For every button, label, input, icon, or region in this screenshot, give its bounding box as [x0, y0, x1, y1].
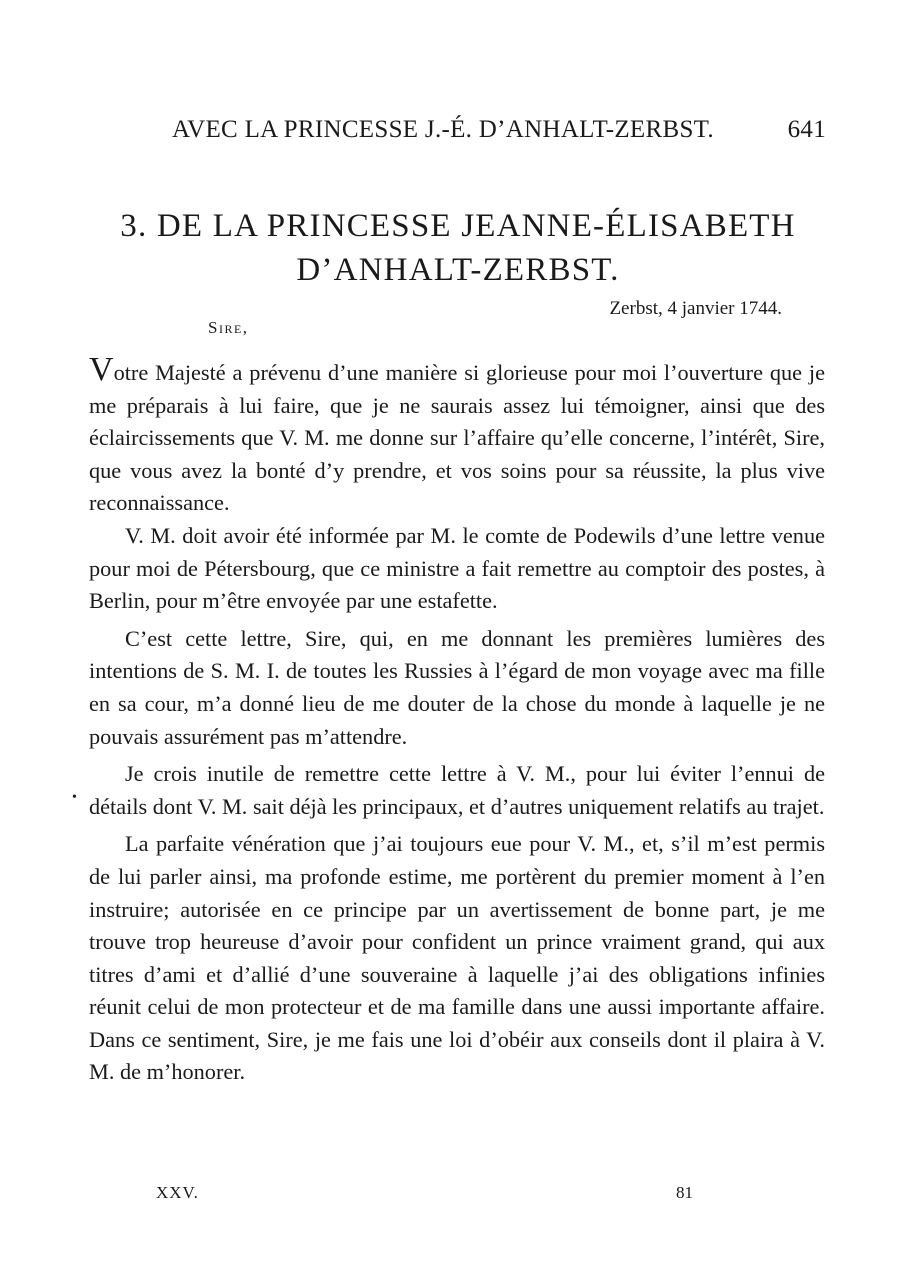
- chapter-title-line-2: D’ANHALT-ZERBST.: [296, 252, 620, 288]
- chapter-title: [90, 204, 826, 292]
- signature-mark: XXV.: [156, 1183, 199, 1202]
- paragraph-4: Je crois inutile de remettre cette lettre à V. M., pour lui éviter l’ennui de détails dont V. M. sait déjà les principaux, et d’autres uniquement relatifs au trajet.: [89, 761, 825, 819]
- page-number: 641: [787, 116, 826, 143]
- running-head-title: AVEC LA PRINCESSE J.-É. D’ANHALT-ZERBST.: [172, 116, 714, 143]
- paragraph-2: V. M. doit avoir été informée par M. le comte de Podewils d’une lettre venue pour moi de Pétersbourg, que ce ministre a fait remettre au comptoir des postes, à Berlin, pour m’être envoyée par une estafette.: [89, 522, 825, 614]
- salutation: Sire,: [208, 318, 249, 337]
- paragraph-3: C’est cette lettre, Sire, qui, en me donnant les premières lumières des intentions de S. M. I. de toutes les Russies à l’égard de mon voyage avec ma fille en sa cour, m’a donné lieu de me douter de la chose du monde à laquelle je ne pouvais assurément pas m’attendre.: [89, 625, 825, 749]
- dateline: Zerbst, 4 janvier 1744.: [609, 298, 782, 319]
- paragraph-5: La parfaite vénération que j’ai toujours eue pour V. M., et, s’il m’est permis de lui parler ainsi, ma profonde estime, me portèrent du premier moment à l’en instruire; autorisée en ce principe par un avertissement de bonne part, je me trouve trop heureuse d’avoir pour confident un prince vraiment grand, qui aux titres d’ami et d’allié d’une souveraine à laquelle j’ai des obligations infinies réunit celui de mon protecteur et de ma famille dans une aussi importante affaire. Dans ce sentiment, Sire, je me fais une loi d’obéir aux conseils dont il plaira à V. M. de m’honorer.: [89, 831, 825, 1085]
- margin-mark: •: [72, 790, 77, 805]
- paragraph-1: [89, 351, 825, 520]
- paragraph-1-text: otre Majesté a prévenu d’une manière si glorieuse pour moi l’ouverture que je me préparais à lui faire, que je ne saurais assez lui témoigner, ainsi que des éclaircissements que V. M. me donne sur l’affaire qu’elle concerne, l’intérêt, Sire, que vous avez la bonté d’y prendre, et vos soins pour sa réussite, la plus vive reconnaissance.: [89, 360, 825, 516]
- sheet-number: 81: [676, 1183, 693, 1202]
- drop-cap: V: [89, 351, 114, 388]
- letter-body: [89, 351, 825, 1089]
- chapter-title-line-1: 3. DE LA PRINCESSE JEANNE-ÉLISABETH: [120, 208, 796, 244]
